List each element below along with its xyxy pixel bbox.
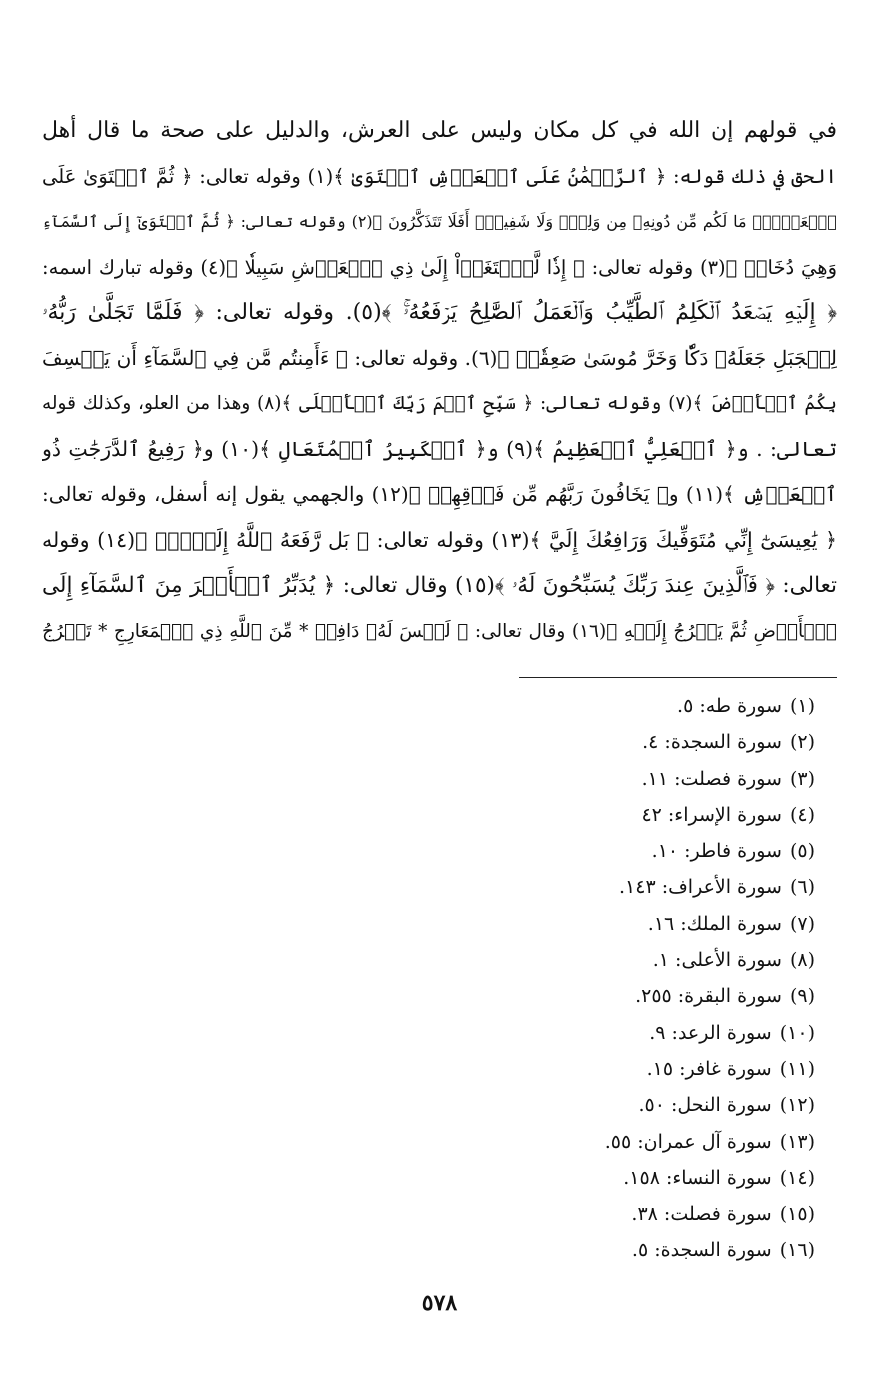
footnote-text: سورة الإسراء: ٤٢: [641, 803, 782, 826]
footnote-number: (١): [789, 695, 815, 717]
text-line: ﴿ إِلَيۡهِ يَصۡعَدُ ٱلۡكَلِمُ ٱلطَّيِّبُ وَٱلۡعَمَلُ ٱلصَّٰلِحُ يَرۡفَعُهُۥۚ ﴾(٥). وقوله تعالى: ﴿ فَلَمَّا تَجَلَّىٰ رَبُّهُۥ: [42, 300, 837, 325]
footnote-item: [415, 797, 815, 833]
footnote-item: [415, 1124, 815, 1160]
footnote-text: سورة البقرة: ٢٥٥.: [635, 985, 782, 1008]
footnote-number: (١٦): [779, 1239, 815, 1262]
footnote-item: [415, 1160, 815, 1196]
footnote-text: سورة فصلت: ١١.: [641, 767, 782, 790]
footnote-text: سورة الأعلى: ١.: [652, 949, 782, 972]
footnote-text: سورة السجدة: ٥.: [631, 1239, 772, 1262]
text-line: ٱلۡعَرۡشِ ﴾(١١) و﴿ يَخَافُونَ رَبَّهُم مِّن فَوۡقِهِمۡ ﴾(١٢) والجهمي يقول إنه أسفل، وقوله تعالى:: [42, 482, 837, 506]
footnote-item: [415, 869, 815, 905]
text-line: وَهِيَ دُخَانٞ ﴾(٣) وقوله تعالى: ﴿ إِذٗا لَّٱبۡتَغَوۡاْ إِلَىٰ ذِي ٱلۡعَرۡشِ سَبِيلٗا ﴾(٤) وقوله تبارك اسمه:: [42, 255, 837, 279]
footnote-text: سورة فاطر: ١٠.: [651, 840, 782, 863]
text-line: ٱلۡعَرۡشِۖ مَا لَكُم مِّن دُونِهِۦ مِن وَلِيّٖ وَلَا شَفِيعٍۚ أَفَلَا تَتَذَكَّرُونَ ﴾(٢) وقوله تعالى: ﴿ ثُمَّ ٱسۡتَوَىٰٓ إِلَى ٱلسَّمَآءِ: [42, 212, 837, 231]
text-line: تعالى: ﴿ فَٱلَّذِينَ عِندَ رَبِّكَ يُسَبِّحُونَ لَهُۥ ﴾(١٥) وقال تعالى: ﴿ يُدَبِّرُ ٱلۡأَمۡرَ مِنَ ٱلسَّمَآءِ إِلَى: [42, 573, 837, 598]
text-line: تعالى: . و﴿ ٱلۡعَلِيُّ ٱلۡعَظِيمُ ﴾(٩) و﴿ ٱلۡكَبِيرُ ٱلۡمُتَعَالِ ﴾(١٠) و﴿ رَفِيعُ ٱلدَّرَجَٰتِ ذُو: [42, 436, 837, 461]
footnote-text: سورة آل عمران: ٥٥.: [604, 1130, 772, 1153]
footnote-item: [415, 1015, 815, 1051]
footnote-number: (٣): [789, 767, 815, 790]
footnote-number: (٧): [789, 912, 815, 935]
footnote-text: سورة السجدة: ٤.: [642, 731, 782, 754]
text-line: بِكُمُ ٱلۡأَرۡضَ ﴾(٧) وقوله تعالى: ﴿ سَبِّحِ ٱسۡمَ رَبِّكَ ٱلۡأَعۡلَى ﴾(٨) وهذا من العلو، وكذلك قوله: [42, 393, 837, 414]
footnote-text: سورة الرعد: ٩.: [649, 1021, 772, 1044]
footnote-item: [415, 833, 815, 869]
footnote-number: (١٣): [779, 1130, 815, 1153]
footnote-item: [415, 724, 815, 760]
footnote-item: [415, 1196, 815, 1232]
footnote-number: (١١): [779, 1057, 815, 1080]
text-line: الحق في ذلك قوله: ﴿ ٱلرَّحۡمَٰنُ عَلَى ٱلۡعَرۡشِ ٱسۡتَوَىٰ ﴾(١) وقوله تعالى: ﴿ ثُمَّ ٱسۡتَوَىٰ عَلَى: [42, 164, 837, 188]
footnote-text: سورة النساء: ١٥٨.: [623, 1166, 772, 1189]
page-number: ٥٧٨: [421, 1290, 458, 1316]
footnote-item: [415, 1087, 815, 1123]
footnote-number: (٢): [789, 731, 815, 754]
footnote-item: [415, 761, 815, 797]
footnotes-list: [415, 688, 815, 1269]
footnote-text: سورة طه: ٥.: [677, 695, 782, 717]
footnote-number: (١٢): [779, 1094, 815, 1117]
footnote-separator: [519, 677, 837, 678]
footnote-item: [415, 906, 815, 942]
footnote-text: سورة فصلت: ٣٨.: [631, 1203, 772, 1226]
main-text: [42, 108, 837, 654]
footnote-item: [415, 1051, 815, 1087]
text-line: ﴿ يَٰعِيسَىٰٓ إِنِّي مُتَوَفِّيكَ وَرَافِعُكَ إِلَيَّ ﴾(١٣) وقوله تعالى: ﴿ بَل رَّفَعَهُ ٱللَّهُ إِلَيۡهِۚ ﴾(١٤) وقوله: [42, 527, 837, 552]
footnote-text: سورة الملك: ١٦.: [647, 912, 782, 935]
footnote-number: (٦): [789, 876, 815, 899]
footnote-number: (١٠): [779, 1021, 815, 1044]
footnote-item: [415, 688, 815, 724]
footnote-number: (٩): [789, 985, 815, 1008]
footnote-text: سورة غافر: ١٥.: [646, 1057, 772, 1080]
footnote-number: (٥): [789, 840, 815, 863]
footnote-number: (١٥): [779, 1203, 815, 1226]
footnote-number: (٨): [789, 949, 815, 972]
footnote-number: (١٤): [779, 1166, 815, 1189]
footnote-item: [415, 978, 815, 1014]
footnote-number: (٤): [789, 803, 815, 826]
footnote-item: [415, 942, 815, 978]
text-line: لِلۡجَبَلِ جَعَلَهُۥ دَكّٗا وَخَرَّ مُوسَىٰ صَعِقٗاۚ ﴾(٦). وقوله تعالى: ﴿ ءَأَمِنتُم مَّن فِي ٱلسَّمَآءِ أَن يَخۡسِفَ: [42, 345, 837, 370]
text-line: ٱلۡأَرۡضِ ثُمَّ يَعۡرُجُ إِلَيۡهِ ﴾(١٦) وقال تعالى: ﴿ لَيۡسَ لَهُۥ دَافِعٞ * مِّنَ ٱللَّهِ ذِي ٱلۡمَعَارِجِ * تَعۡرُجُ: [42, 620, 837, 642]
text-line: في قولهم إن الله في كل مكان وليس على العرش، والدليل على صحة ما قال أهل: [42, 118, 837, 143]
footnote-item: [415, 1232, 815, 1268]
footnote-text: سورة النحل: ٥٠.: [638, 1094, 772, 1117]
footnote-text: سورة الأعراف: ١٤٣.: [619, 876, 782, 899]
